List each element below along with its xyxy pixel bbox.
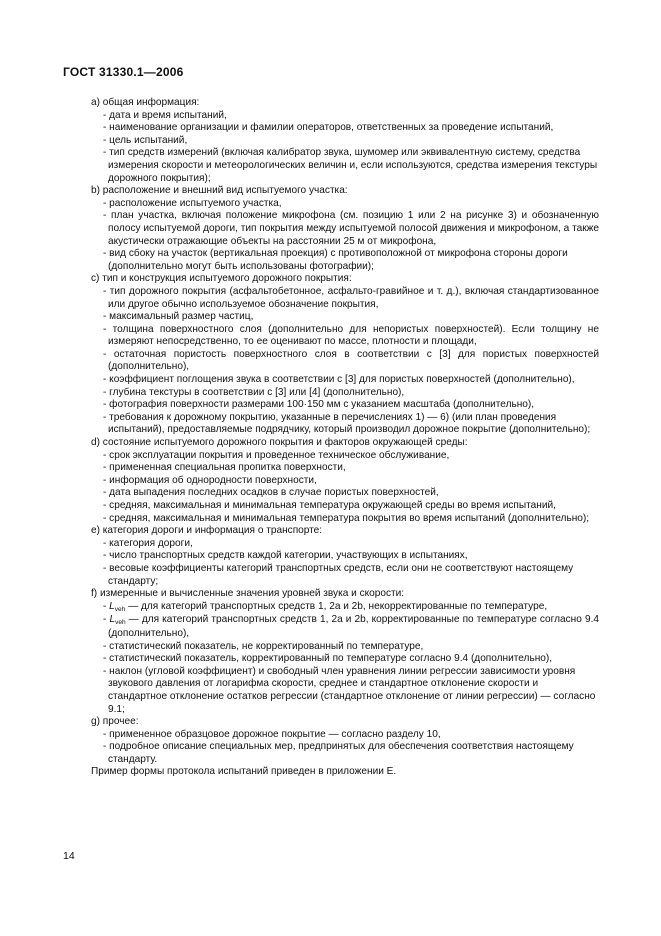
list-item: - фотография поверхности размерами 100·150 мм с указанием масштаба (дополнительно), bbox=[103, 399, 535, 411]
section-title: g) прочее: bbox=[91, 716, 139, 728]
item-list bbox=[91, 286, 599, 437]
section-a bbox=[91, 97, 599, 185]
section-title: d) состояние испытуемого дорожного покрытия и факторов окружающей среды: bbox=[91, 437, 468, 449]
list-item: - категория дороги, bbox=[103, 537, 193, 549]
list-item: - глубина текстуры в соответствии с [3] или [4] (дополнительно), bbox=[103, 386, 405, 398]
list-item: - дата и время испытаний, bbox=[103, 109, 227, 121]
list-item: - информация об однородности поверхности, bbox=[103, 474, 317, 486]
item-list bbox=[91, 198, 599, 274]
lveh-subscript: veh bbox=[114, 605, 126, 613]
page-number: 14 bbox=[63, 850, 75, 862]
section-title: b) расположение и внешний вид испытуемого участка: bbox=[91, 185, 348, 197]
item-list bbox=[91, 538, 599, 588]
list-item: - число транспортных средств каждой категории, участвующих в испытаниях, bbox=[103, 550, 468, 562]
list-item: - наименование организации и фамилии операторов, ответственных за проведение испытаний, bbox=[103, 122, 554, 134]
list-item: - план участка, включая положение микрофона (см. позицию 1 или 2 на рисунке 3) и обозначенную полосу испытуемой дороги, тип покрытия между испытуемой полосой движения и микрофоном, а также акустически отражающие объекты на расстоянии 25 м от микрофона, bbox=[103, 210, 599, 247]
list-item: - дата выпадения последних осадков в случае пористых поверхностей, bbox=[103, 487, 439, 499]
list-item-lveh-corrected: - Lveh — для категорий транспортных средств 1, 2а и 2b, корректированные по температуре согласно 9.4 (дополнительно), bbox=[103, 614, 599, 639]
section-title: e) категория дороги и информация о транспорте: bbox=[91, 525, 323, 537]
lveh-symbol: L bbox=[109, 600, 115, 612]
list-item: - средняя, максимальная и минимальная температура покрытия во время испытаний (дополнительно); bbox=[103, 512, 590, 524]
section-d bbox=[91, 437, 599, 525]
section-title: f) измеренные и вычисленные значения уровней звука и скорости: bbox=[91, 588, 405, 600]
section-c bbox=[91, 273, 599, 437]
document-header: ГОСТ 31330.1—2006 bbox=[63, 65, 184, 79]
list-item: - весовые коэффициенты категорий транспортных средств, если они не соответствуют настоящему стандарту; bbox=[103, 562, 574, 587]
section-b bbox=[91, 185, 599, 273]
list-item: - коэффициент поглощения звука в соответствии с [3] для пористых поверхностей (дополнительно), bbox=[103, 374, 575, 386]
list-item: - средняя, максимальная и минимальная температура окружающей среды во время испытаний, bbox=[103, 500, 556, 511]
item-list bbox=[91, 110, 599, 186]
list-item: - толщина поверхностного слоя (дополнительно для непористых поверхностей). Если толщину не измеряют непосредственно, то ее оценивают по массе, плотности и площади, bbox=[103, 323, 599, 348]
closing-paragraph: Пример формы протокола испытаний приведен в приложении Е. bbox=[91, 766, 397, 778]
list-item: - расположение испытуемого участка, bbox=[103, 197, 282, 209]
lveh-symbol: L bbox=[109, 614, 116, 626]
lveh-text: — для категорий транспортных средств 1, 2а и 2b, корректированные по температуре согласно 9.4 (дополнительно), bbox=[108, 614, 599, 639]
item-list bbox=[91, 450, 599, 526]
list-item: - остаточная пористость поверхностного слоя в соответствии с [3] для пористых поверхностей (дополнительно), bbox=[103, 348, 599, 373]
section-e bbox=[91, 525, 599, 588]
item-list bbox=[91, 729, 599, 767]
document-body bbox=[91, 97, 599, 779]
section-f bbox=[91, 588, 599, 716]
list-item: - тип средств измерений (включая калибратор звука, шумомер или эквивалентную систему, средства измерения скорости и метеорологических величин и, если используются, средства измерения текстуры дорожного покрытия); bbox=[103, 147, 598, 184]
list-item: - срок эксплуатации покрытия и проведенное техническое обслуживание, bbox=[103, 449, 450, 461]
list-item: - вид сбоку на участок (вертикальная проекция) с противоположной от микрофона стороны дороги (дополнительно могут быть использованы фотографии); bbox=[103, 248, 568, 272]
list-item: - примененное образцовое дорожное покрытие — согласно разделу 10, bbox=[103, 728, 441, 740]
list-item: - максимальный размер частиц, bbox=[103, 311, 254, 323]
section-title: c) тип и конструкция испытуемого дорожного покрытия: bbox=[91, 273, 352, 285]
list-item: - примененная специальная пропитка поверхности, bbox=[103, 462, 346, 474]
list-item: - требования к дорожному покрытию, указанные в перечислениях 1) — 6) (или план проведения испытаний), предоставляемые подрядчику, который производил дорожное покрытие (дополнительно); bbox=[103, 411, 591, 436]
list-item: - цель испытаний, bbox=[103, 134, 188, 146]
section-g bbox=[91, 716, 599, 766]
lveh-text: — для категорий транспортных средств 1, 2а и 2b, некорректированные по температуре, bbox=[125, 600, 548, 612]
list-item: - тип дорожного покрытия (асфальтобетонное, асфальто-гравийное и т. д.), включая стандартизованное или другое обычно используемое обозначение покрытия, bbox=[103, 285, 599, 310]
list-item-lveh-uncorrected: - Lveh — для категорий транспортных средств 1, 2а и 2b, некорректированные по температуре, bbox=[103, 600, 548, 613]
item-list bbox=[91, 601, 599, 716]
list-item: - подробное описание специальных мер, предпринятых для обеспечения соответствия настоящему стандарту. bbox=[103, 741, 574, 765]
list-item: - статистический показатель, корректированный по температуре согласно 9.4 (дополнительно), bbox=[103, 653, 553, 665]
lveh-subscript: veh bbox=[115, 619, 126, 627]
list-item: - статистический показатель, не корректированный по температуре, bbox=[103, 640, 424, 652]
list-item: - наклон (угловой коэффициент) и свободный член уравнения линии регрессии зависимости уровня звукового давления от логарифма скорости, среднее и стандартное отклонение скорости и стандартное отклонение остатков регрессии (стандартное отклонение от линии регрессии) — согласно 9.1; bbox=[103, 665, 596, 715]
section-title: a) общая информация: bbox=[91, 97, 200, 108]
